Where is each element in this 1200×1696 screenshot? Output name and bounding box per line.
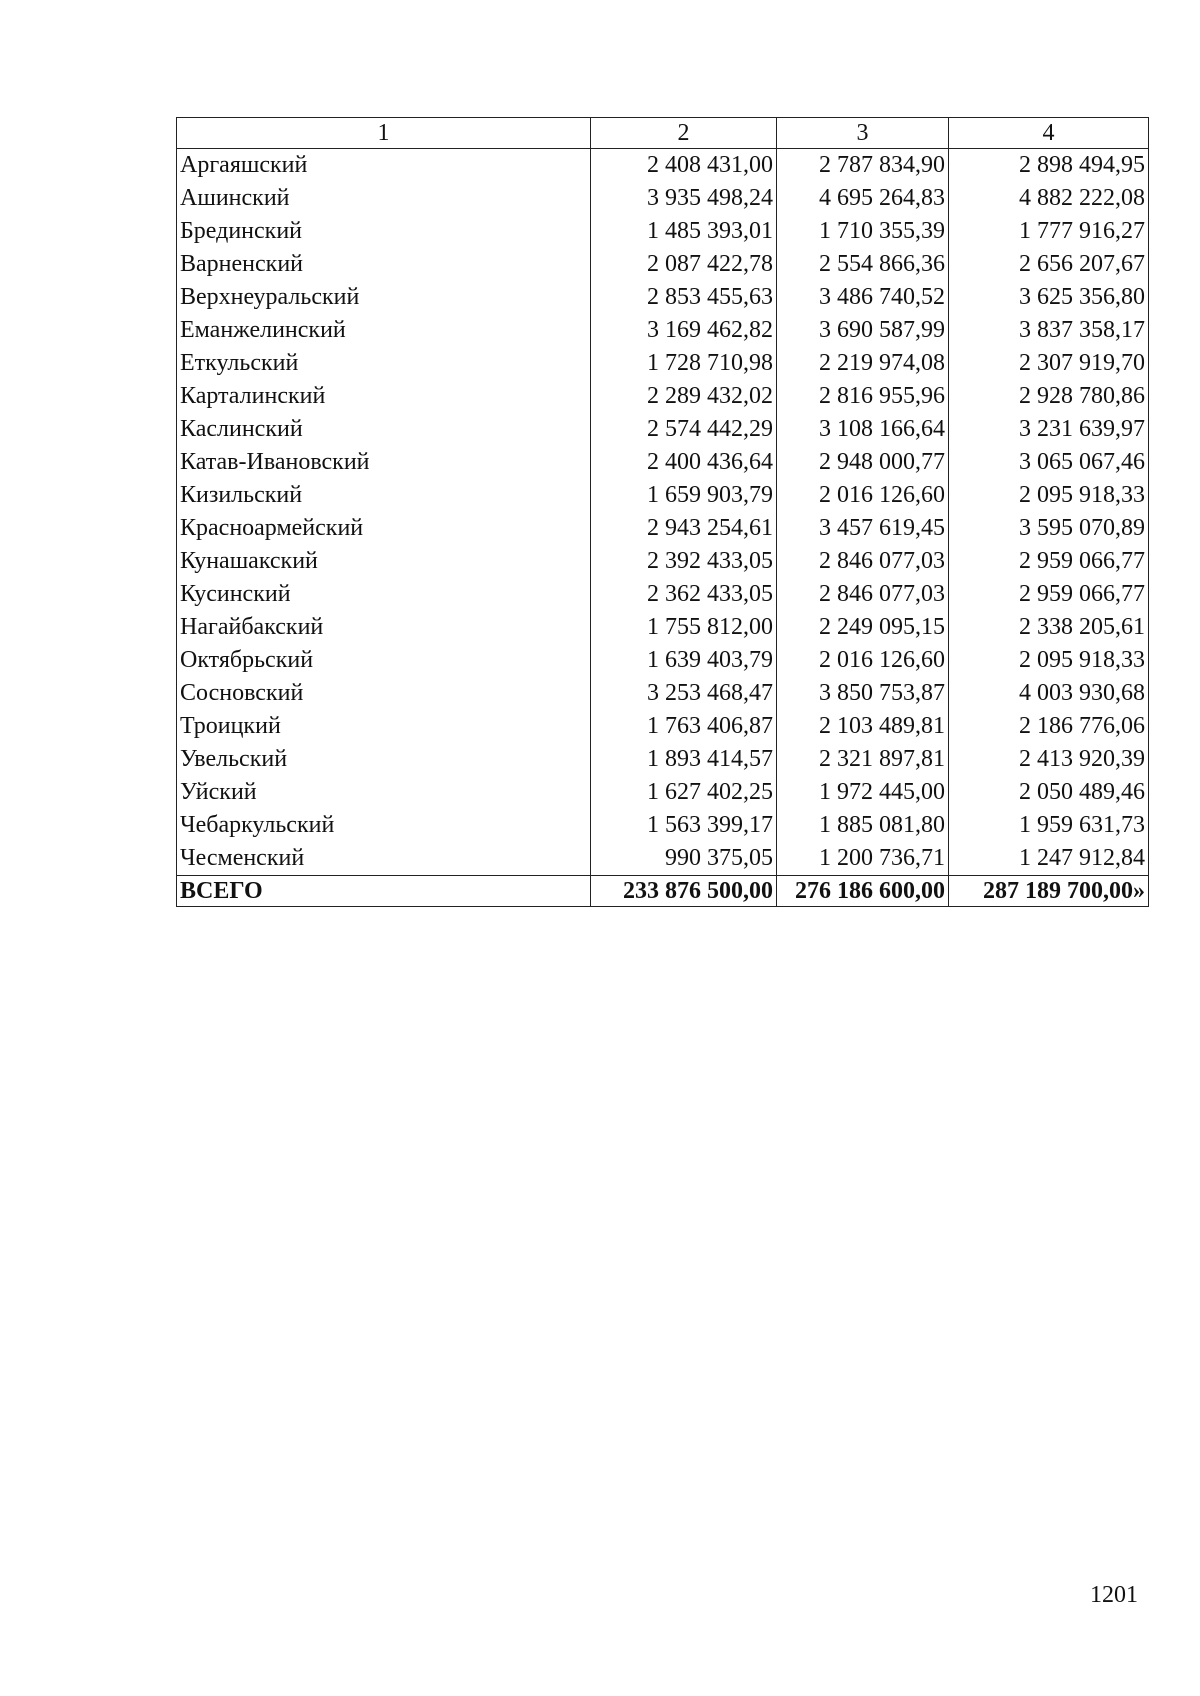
amount-cell: 3 935 498,24: [591, 182, 777, 215]
table-row: [177, 446, 1149, 479]
amount-cell: 1 885 081,80: [777, 809, 949, 842]
amount-cell: 3 457 619,45: [777, 512, 949, 545]
district-name-cell: Аргаяшский: [177, 149, 591, 183]
table-row: [177, 677, 1149, 710]
table-row: [177, 776, 1149, 809]
district-name-cell: Чебаркульский: [177, 809, 591, 842]
district-name-cell: Кизильский: [177, 479, 591, 512]
district-name-cell: Еткульский: [177, 347, 591, 380]
amount-cell: 1 959 631,73: [949, 809, 1149, 842]
amount-cell: 1 485 393,01: [591, 215, 777, 248]
amount-cell: 2 400 436,64: [591, 446, 777, 479]
amount-cell: 4 003 930,68: [949, 677, 1149, 710]
amount-cell: 1 627 402,25: [591, 776, 777, 809]
district-name-cell: Еманжелинский: [177, 314, 591, 347]
district-name-cell: Карталинский: [177, 380, 591, 413]
amount-cell: 2 087 422,78: [591, 248, 777, 281]
amount-cell: 2 095 918,33: [949, 644, 1149, 677]
amount-cell: 2 816 955,96: [777, 380, 949, 413]
amount-cell: 2 846 077,03: [777, 545, 949, 578]
table-row: [177, 479, 1149, 512]
total-row: [177, 876, 1149, 907]
district-name-cell: Ашинский: [177, 182, 591, 215]
amount-cell: 2 392 433,05: [591, 545, 777, 578]
amount-cell: 3 625 356,80: [949, 281, 1149, 314]
table-row: [177, 182, 1149, 215]
amount-cell: 2 898 494,95: [949, 149, 1149, 183]
amount-cell: 3 108 166,64: [777, 413, 949, 446]
district-name-cell: Красноармейский: [177, 512, 591, 545]
table-row: [177, 644, 1149, 677]
district-name-cell: Кусинский: [177, 578, 591, 611]
amount-cell: 2 249 095,15: [777, 611, 949, 644]
table-row: [177, 743, 1149, 776]
amount-cell: 2 103 489,81: [777, 710, 949, 743]
amount-cell: 2 338 205,61: [949, 611, 1149, 644]
total-cell: 276 186 600,00: [777, 876, 949, 907]
table-row: [177, 842, 1149, 876]
amount-cell: 2 321 897,81: [777, 743, 949, 776]
amount-cell: 2 959 066,77: [949, 545, 1149, 578]
amount-cell: 1 659 903,79: [591, 479, 777, 512]
amount-cell: 2 656 207,67: [949, 248, 1149, 281]
header-cell: 4: [949, 118, 1149, 149]
table-row: [177, 545, 1149, 578]
amount-cell: 1 972 445,00: [777, 776, 949, 809]
amount-cell: 4 882 222,08: [949, 182, 1149, 215]
district-name-cell: Брединский: [177, 215, 591, 248]
amount-cell: 3 837 358,17: [949, 314, 1149, 347]
amount-cell: 3 850 753,87: [777, 677, 949, 710]
amount-cell: 2 219 974,08: [777, 347, 949, 380]
table-row: [177, 281, 1149, 314]
district-name-cell: Октябрьский: [177, 644, 591, 677]
table-row: [177, 380, 1149, 413]
district-name-cell: Катав-Ивановский: [177, 446, 591, 479]
amount-cell: 2 095 918,33: [949, 479, 1149, 512]
amount-cell: 1 200 736,71: [777, 842, 949, 876]
amount-cell: 2 554 866,36: [777, 248, 949, 281]
table-row: [177, 248, 1149, 281]
amount-cell: 3 231 639,97: [949, 413, 1149, 446]
district-name-cell: Кунашакский: [177, 545, 591, 578]
amount-cell: 2 307 919,70: [949, 347, 1149, 380]
budget-table: [176, 117, 1149, 907]
table-row: [177, 314, 1149, 347]
amount-cell: 2 574 442,29: [591, 413, 777, 446]
amount-cell: 2 362 433,05: [591, 578, 777, 611]
amount-cell: 3 486 740,52: [777, 281, 949, 314]
amount-cell: 3 169 462,82: [591, 314, 777, 347]
district-name-cell: Уйский: [177, 776, 591, 809]
table-row: [177, 413, 1149, 446]
district-name-cell: Варненский: [177, 248, 591, 281]
amount-cell: 1 755 812,00: [591, 611, 777, 644]
total-cell: 233 876 500,00: [591, 876, 777, 907]
table-row: [177, 149, 1149, 183]
amount-cell: 2 016 126,60: [777, 644, 949, 677]
header-cell: 3: [777, 118, 949, 149]
amount-cell: 2 853 455,63: [591, 281, 777, 314]
total-cell: 287 189 700,00»: [949, 876, 1149, 907]
amount-cell: 2 289 432,02: [591, 380, 777, 413]
amount-cell: 2 846 077,03: [777, 578, 949, 611]
total-label: ВСЕГО: [177, 876, 591, 907]
amount-cell: 2 959 066,77: [949, 578, 1149, 611]
amount-cell: 1 563 399,17: [591, 809, 777, 842]
table-row: [177, 347, 1149, 380]
table-header-row: [177, 118, 1149, 149]
table-row: [177, 578, 1149, 611]
district-name-cell: Чесменский: [177, 842, 591, 876]
amount-cell: 3 690 587,99: [777, 314, 949, 347]
table-row: [177, 512, 1149, 545]
district-name-cell: Сосновский: [177, 677, 591, 710]
amount-cell: 4 695 264,83: [777, 182, 949, 215]
district-name-cell: Верхнеуральский: [177, 281, 591, 314]
district-name-cell: Увельский: [177, 743, 591, 776]
amount-cell: 2 413 920,39: [949, 743, 1149, 776]
amount-cell: 1 763 406,87: [591, 710, 777, 743]
amount-cell: 2 948 000,77: [777, 446, 949, 479]
table-body: [177, 149, 1149, 876]
district-name-cell: Нагайбакский: [177, 611, 591, 644]
page-number: 1201: [1090, 1582, 1138, 1608]
amount-cell: 3 595 070,89: [949, 512, 1149, 545]
amount-cell: 2 408 431,00: [591, 149, 777, 183]
amount-cell: 2 186 776,06: [949, 710, 1149, 743]
amount-cell: 2 928 780,86: [949, 380, 1149, 413]
amount-cell: 2 050 489,46: [949, 776, 1149, 809]
table-row: [177, 215, 1149, 248]
district-name-cell: Каслинский: [177, 413, 591, 446]
district-name-cell: Троицкий: [177, 710, 591, 743]
amount-cell: 1 639 403,79: [591, 644, 777, 677]
amount-cell: 990 375,05: [591, 842, 777, 876]
amount-cell: 1 728 710,98: [591, 347, 777, 380]
amount-cell: 1 247 912,84: [949, 842, 1149, 876]
amount-cell: 2 943 254,61: [591, 512, 777, 545]
amount-cell: 1 710 355,39: [777, 215, 949, 248]
amount-cell: 2 016 126,60: [777, 479, 949, 512]
table-row: [177, 611, 1149, 644]
table-row: [177, 809, 1149, 842]
header-cell: 2: [591, 118, 777, 149]
amount-cell: 3 253 468,47: [591, 677, 777, 710]
table-row: [177, 710, 1149, 743]
header-cell: 1: [177, 118, 591, 149]
amount-cell: 1 893 414,57: [591, 743, 777, 776]
amount-cell: 2 787 834,90: [777, 149, 949, 183]
amount-cell: 1 777 916,27: [949, 215, 1149, 248]
amount-cell: 3 065 067,46: [949, 446, 1149, 479]
